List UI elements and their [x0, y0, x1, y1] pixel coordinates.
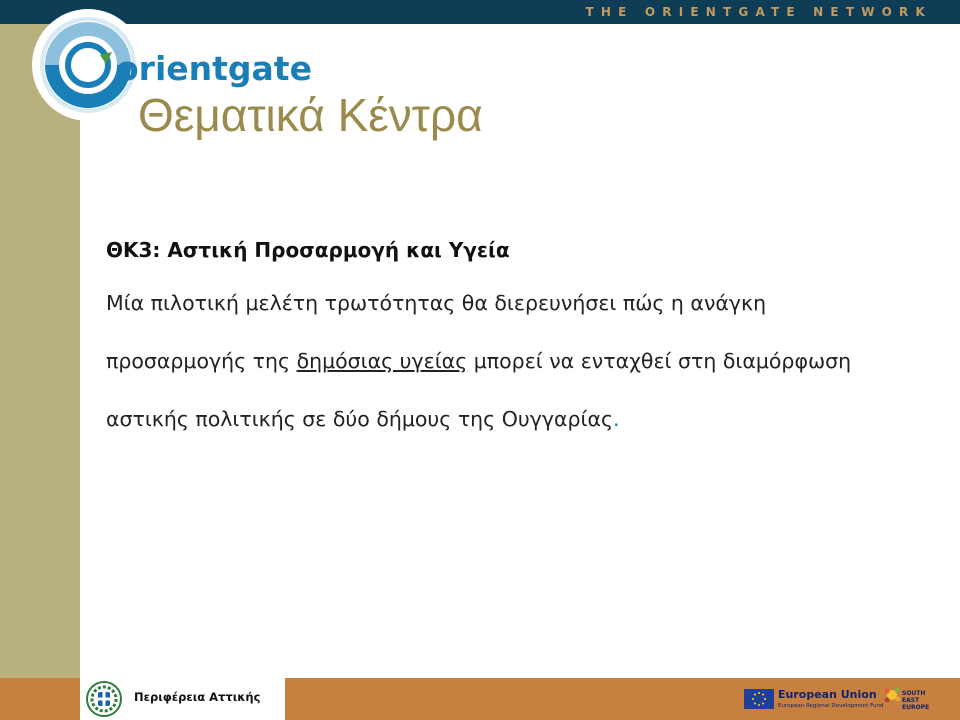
- eu-label: European Union: [778, 688, 877, 701]
- see-label: SOUTH EAST EUROPE: [902, 690, 930, 711]
- paragraph-period: .: [613, 407, 620, 431]
- slide-content: [106, 238, 896, 448]
- network-label: THE ORIENTGATE NETWORK: [585, 5, 932, 19]
- greek-crest-icon: [86, 681, 122, 717]
- body-paragraph: [106, 274, 896, 448]
- footer-bar: [0, 678, 960, 720]
- paragraph-text-start: Μία πιλοτική μελέτη τρωτότητας θα διερευνήσει πώς η ανάγκη προσαρμογής της: [106, 291, 767, 373]
- section-heading: ΘΚ3: Αστική Προσαρμογή και Υγεία: [106, 238, 510, 262]
- region-panel: [80, 678, 285, 720]
- paragraph-text-end: μπορεί να ενταχθεί στη διαμόρφωση αστικής πολιτικής σε δύο δήμους της Ουγγαρίας: [106, 349, 852, 431]
- eu-logo: [744, 687, 884, 715]
- south-east-europe-logo: [882, 681, 938, 717]
- region-label: Περιφέρεια Αττικής: [134, 690, 261, 704]
- eu-flag-icon: [744, 689, 774, 709]
- slide-title: Θεματικά Κέντρα: [138, 89, 483, 141]
- underlined-term: δημόσιας υγείας: [296, 349, 468, 373]
- logo-text: orientgate: [116, 49, 312, 88]
- eu-fund-label: European Regional Development Fund: [778, 703, 884, 709]
